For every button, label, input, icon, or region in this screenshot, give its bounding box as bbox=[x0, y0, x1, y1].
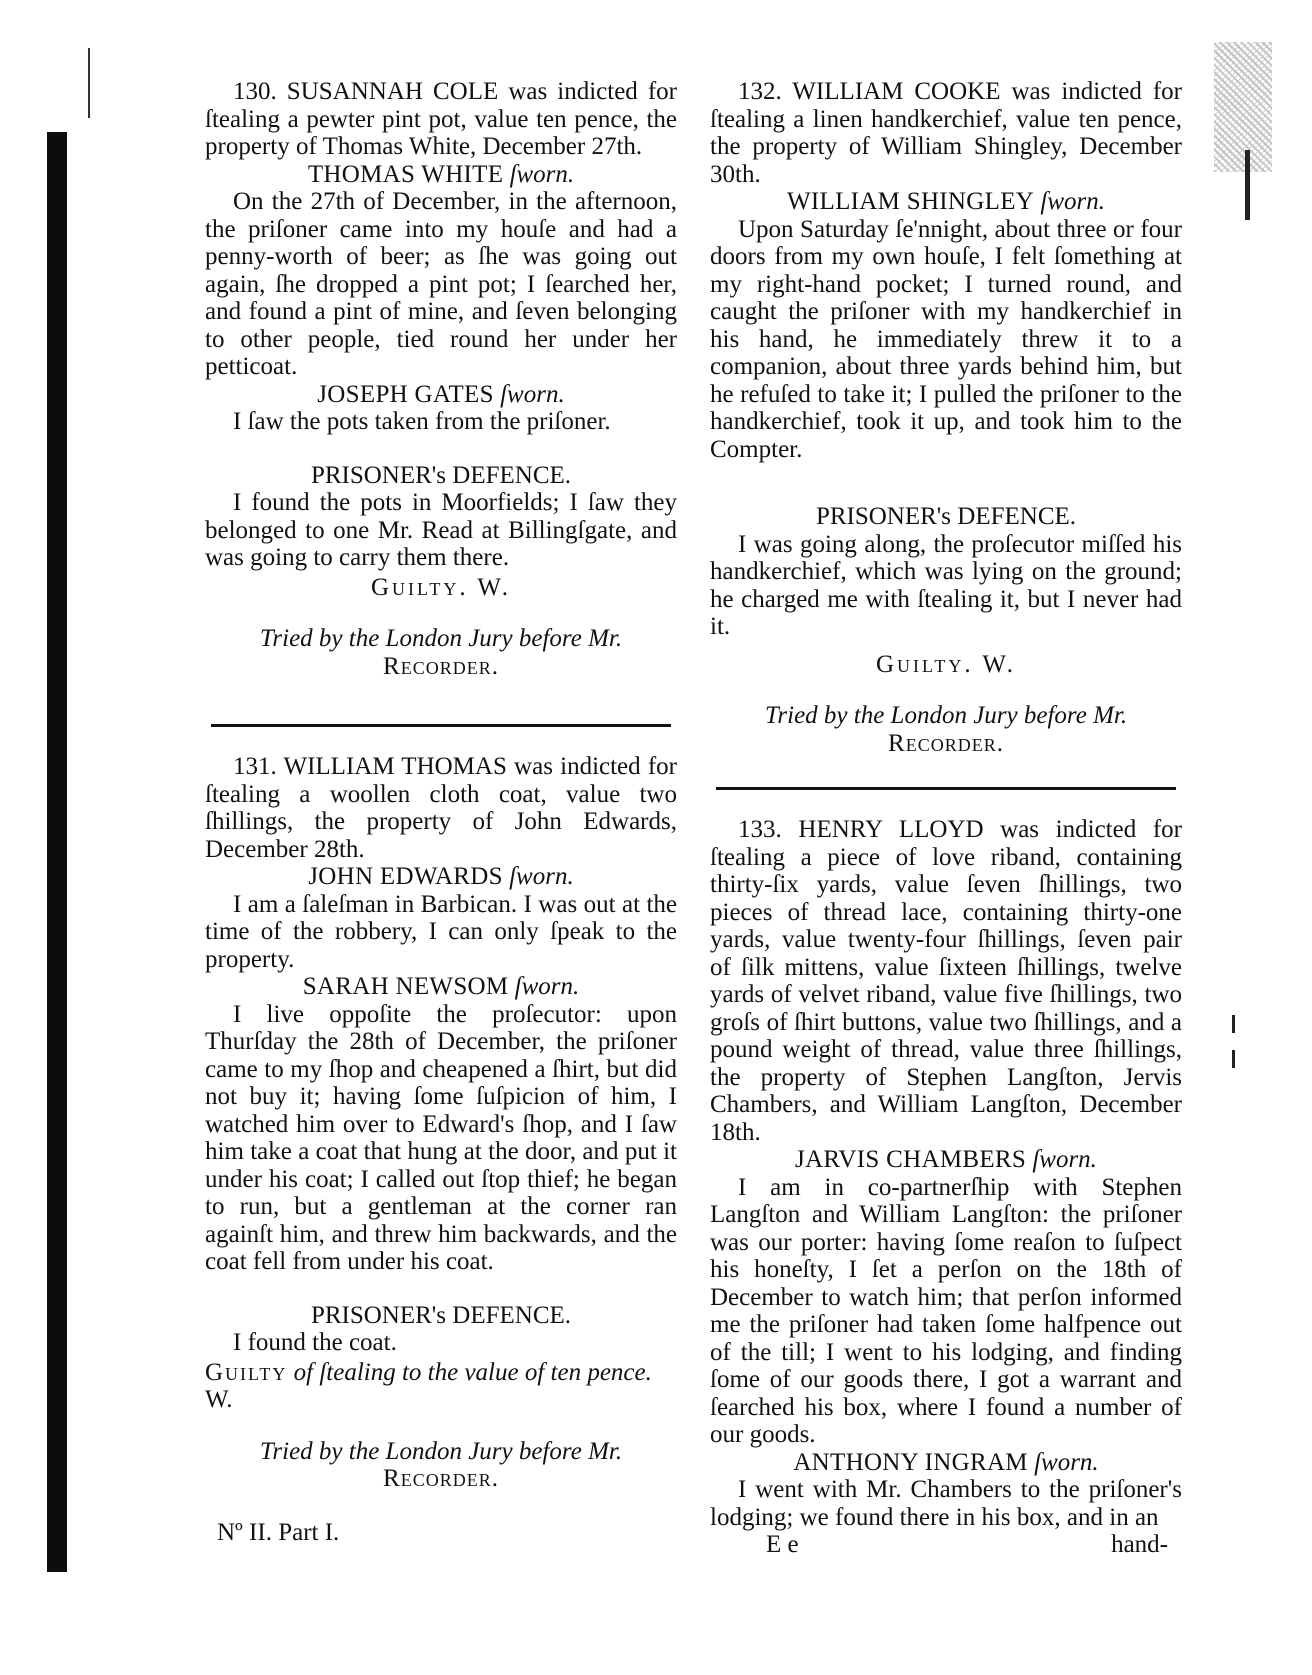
verdict-text: of ſtealing to the value of ten pence. bbox=[293, 1358, 652, 1386]
signature-mark: E e bbox=[766, 1531, 799, 1558]
defence-heading: PRISONER's DEFENCE. bbox=[310, 1301, 572, 1329]
witness-heading bbox=[710, 1449, 1182, 1477]
tried-prefix: Tried by the London Jury before Mr. bbox=[764, 702, 1128, 729]
entry-heading: 132. WILLIAM COOKE was indicted for ſtealing a linen handkerchief, value ten pence, the property of William Shingley, December 30th. bbox=[710, 78, 1182, 188]
testimony: I am in co-partnerſhip with Stephen Langſton and William Langſton: the priſoner was our porter: having ſome reaſon to ſuſpect his honeſty, I ſet a perſon on the 18th of December to watch him; that perſon informed me the priſoner had taken ſome halfpence out of the till; I went to his lodging, and finding ſome of our goods there, I got a warrant and ſearched his box, where I found a number of our goods. bbox=[710, 1173, 1182, 1448]
trial-entry-130 bbox=[205, 78, 677, 680]
witness-heading bbox=[205, 863, 677, 891]
testimony: On the 27th of December, in the afternoon, the priſoner came into my houſe and had a penny-worth of beer; as ſhe was going out again, ſhe dropped a pint pot; I ſearched her, and found a pint of mine, and ſeven belonging to other people, tied round her under her petticoat. bbox=[205, 188, 677, 380]
trial-entry-131 bbox=[205, 753, 677, 1493]
testimony: I am a ſaleſman in Barbican. I was out at the time of the robbery, I can only ſpeak to the property. bbox=[205, 890, 677, 973]
scan-edge-noise bbox=[1214, 42, 1272, 172]
recorder-label: Recorder. bbox=[383, 1465, 499, 1492]
tried-line bbox=[205, 625, 677, 680]
binding-shadow bbox=[47, 132, 67, 1572]
sworn-label: ſworn. bbox=[514, 973, 580, 1000]
witness-name: JOSEPH GATES bbox=[317, 380, 494, 408]
scan-edge-mark bbox=[1232, 1050, 1235, 1068]
trial-entry-132 bbox=[710, 78, 1182, 757]
scan-edge-mark bbox=[1232, 1015, 1235, 1033]
verdict-mark: W. bbox=[205, 1386, 233, 1413]
witness-name: JARVIS CHAMBERS bbox=[795, 1146, 1027, 1173]
sworn-label: ſworn. bbox=[1034, 1448, 1099, 1476]
defence-heading: PRISONER's DEFENCE. bbox=[310, 461, 572, 489]
witness-heading bbox=[710, 1146, 1182, 1174]
defence-heading: PRISONER's DEFENCE. bbox=[815, 503, 1077, 530]
witness-heading bbox=[710, 188, 1182, 216]
sworn-label: ſworn. bbox=[500, 380, 565, 408]
tried-prefix: Tried by the London Jury before Mr. bbox=[259, 625, 623, 652]
recorder-label: Recorder. bbox=[383, 652, 499, 680]
witness-name: SARAH NEWSOM bbox=[302, 973, 509, 1000]
testimony: I ſaw the pots taken from the priſoner. bbox=[233, 408, 611, 435]
witness-heading bbox=[205, 381, 677, 409]
witness-heading bbox=[205, 973, 677, 1001]
verdict bbox=[205, 1359, 677, 1414]
testimony: Upon Saturday ſe'nnight, about three or four doors from my own houſe, I felt ſomething at my right-hand pocket; I turned round, and caught the priſoner with my handkerchief in his hand, he immediately threw it to a companion, about three yards behind him, but he refuſed to take it; I pulled the priſoner to the handkerchief, took it up, and took him to the Compter. bbox=[710, 215, 1182, 463]
tried-line bbox=[205, 1438, 677, 1493]
entry-heading: 130. SUSANNAH COLE was indicted for ſtealing a pewter pint pot, value ten pence, the property of Thomas White, December 27th. bbox=[205, 78, 677, 160]
defence-text: I found the coat. bbox=[233, 1329, 397, 1356]
witness-name: JOHN EDWARDS bbox=[308, 863, 503, 890]
tried-prefix: Tried by the London Jury before Mr. bbox=[259, 1437, 623, 1465]
catchword: hand- bbox=[1111, 1531, 1168, 1558]
trial-entry-133 bbox=[710, 816, 1182, 1559]
witness-name: ANTHONY INGRAM bbox=[793, 1448, 1028, 1476]
sworn-label: ſworn. bbox=[509, 160, 575, 188]
tried-line bbox=[710, 702, 1182, 757]
entry-heading: 131. WILLIAM THOMAS was indicted for ſtealing a woollen cloth coat, value two ſhillings, the property of John Edwards, December 28th. bbox=[205, 753, 677, 863]
signature-mark: Nº II. Part I. bbox=[217, 1518, 340, 1546]
recorder-label: Recorder. bbox=[888, 729, 1004, 757]
scan-edge-mark bbox=[1245, 150, 1250, 220]
left-column bbox=[205, 78, 677, 1546]
entry-heading: 133. HENRY LLOYD was indicted for ſtealing a piece of love riband, containing thirty-ſix yards, value ſeven ſhillings, two pieces of thread lace, containing thirty-one yards, value twenty-four ſhillings, ſeven pair of ſilk mittens, value ſixteen ſhillings, twelve yards of velvet riband, value five ſhillings, two groſs of ſhirt buttons, value two ſhillings, and a pound weight of thread, value three ſhillings, the property of Stephen Langſton, Jervis Chambers, and William Langſton, December 18th. bbox=[710, 816, 1182, 1146]
defence-text: I found the pots in Moorfields; I ſaw they belonged to one Mr. Read at Billingſgate, and was going to carry them there. bbox=[205, 489, 677, 571]
catchword-row bbox=[710, 1531, 1182, 1559]
binding-mark bbox=[88, 48, 90, 118]
sworn-label: ſworn. bbox=[1040, 188, 1105, 215]
sworn-label: ſworn. bbox=[509, 863, 574, 890]
verdict: Guilty. W. bbox=[876, 650, 1016, 678]
right-column bbox=[710, 78, 1182, 1559]
section-rule bbox=[211, 724, 671, 727]
section-rule bbox=[716, 787, 1176, 790]
sworn-label: ſworn. bbox=[1032, 1146, 1097, 1173]
witness-name: WILLIAM SHINGLEY bbox=[787, 188, 1035, 215]
verdict: Guilty. W. bbox=[371, 573, 511, 601]
witness-heading bbox=[205, 161, 677, 189]
defence-text: I was going along, the proſecutor miſſed his handkerchief, which was lying on the ground; he charged me with ſtealing it, but I never had it. bbox=[710, 530, 1182, 640]
testimony: I live oppoſite the proſecutor: upon Thurſday the 28th of December, the priſoner came to my ſhop and cheapened a ſhirt, but did not buy it; having ſome ſuſpicion of him, I watched him over to Edward's ſhop, and I ſaw him take a coat that hung at the door, and put it under his coat; I called out ſtop thief; he began to run, but a gentleman at the corner ran againſt him, and threw him backwards, and the coat fell from under his coat. bbox=[205, 1000, 677, 1275]
verdict-caps: Guilty bbox=[205, 1358, 288, 1386]
testimony: I went with Mr. Chambers to the priſoner's lodging; we found there in his box, and in an bbox=[710, 1476, 1182, 1531]
witness-name: THOMAS WHITE bbox=[307, 160, 504, 188]
